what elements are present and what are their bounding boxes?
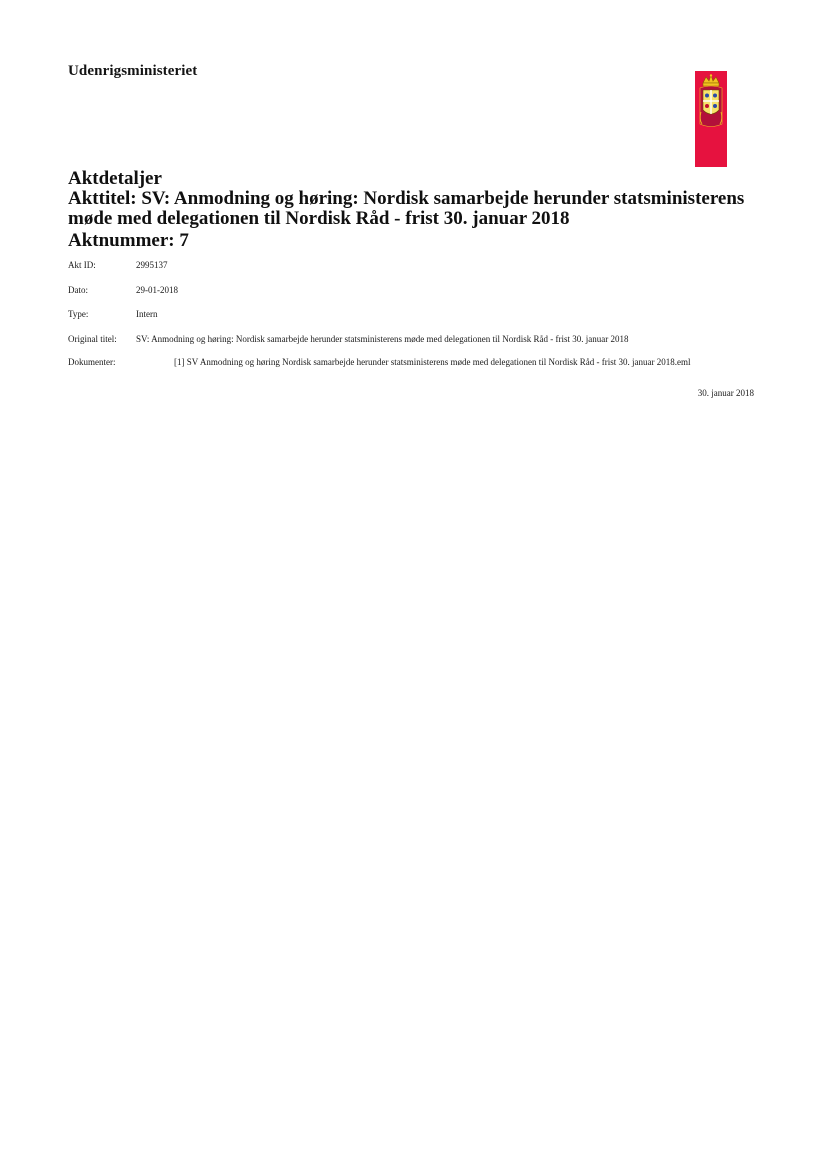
field-value-type: Intern xyxy=(136,309,158,319)
field-value-original-title: SV: Anmodning og høring: Nordisk samarbejde herunder statsministerens møde med delegationen til Nordisk Råd - frist 30. januar 2018 xyxy=(136,334,629,344)
field-label-dato: Dato: xyxy=(68,285,88,295)
section-heading: Aktdetaljer xyxy=(68,168,162,189)
field-value-dato: 29-01-2018 xyxy=(136,285,178,295)
document-title: Akttitel: SV: Anmodning og høring: Nordisk samarbejde herunder statsministerens møde med delegationen til Nordisk Råd - frist 30. januar 2018 xyxy=(68,188,745,229)
field-label-original-title: Original titel: xyxy=(68,334,117,344)
footer-date: 30. januar 2018 xyxy=(697,388,754,398)
document-number: Aktnummer: 7 xyxy=(68,230,189,251)
field-value-akt-id: 2995137 xyxy=(136,260,168,270)
organization-name: Udenrigsministeriet xyxy=(68,63,198,79)
field-label-type: Type: xyxy=(68,309,89,319)
field-label-akt-id: Akt ID: xyxy=(68,260,96,270)
coat-of-arms-icon xyxy=(698,74,724,130)
field-label-documents: Dokumenter: xyxy=(68,357,116,367)
ministry-logo xyxy=(695,71,727,167)
field-value-documents: [1] SV Anmodning og høring Nordisk samarbejde herunder statsministerens møde med delegationen til Nordisk Råd - frist 30. januar 2018.eml xyxy=(174,357,691,367)
